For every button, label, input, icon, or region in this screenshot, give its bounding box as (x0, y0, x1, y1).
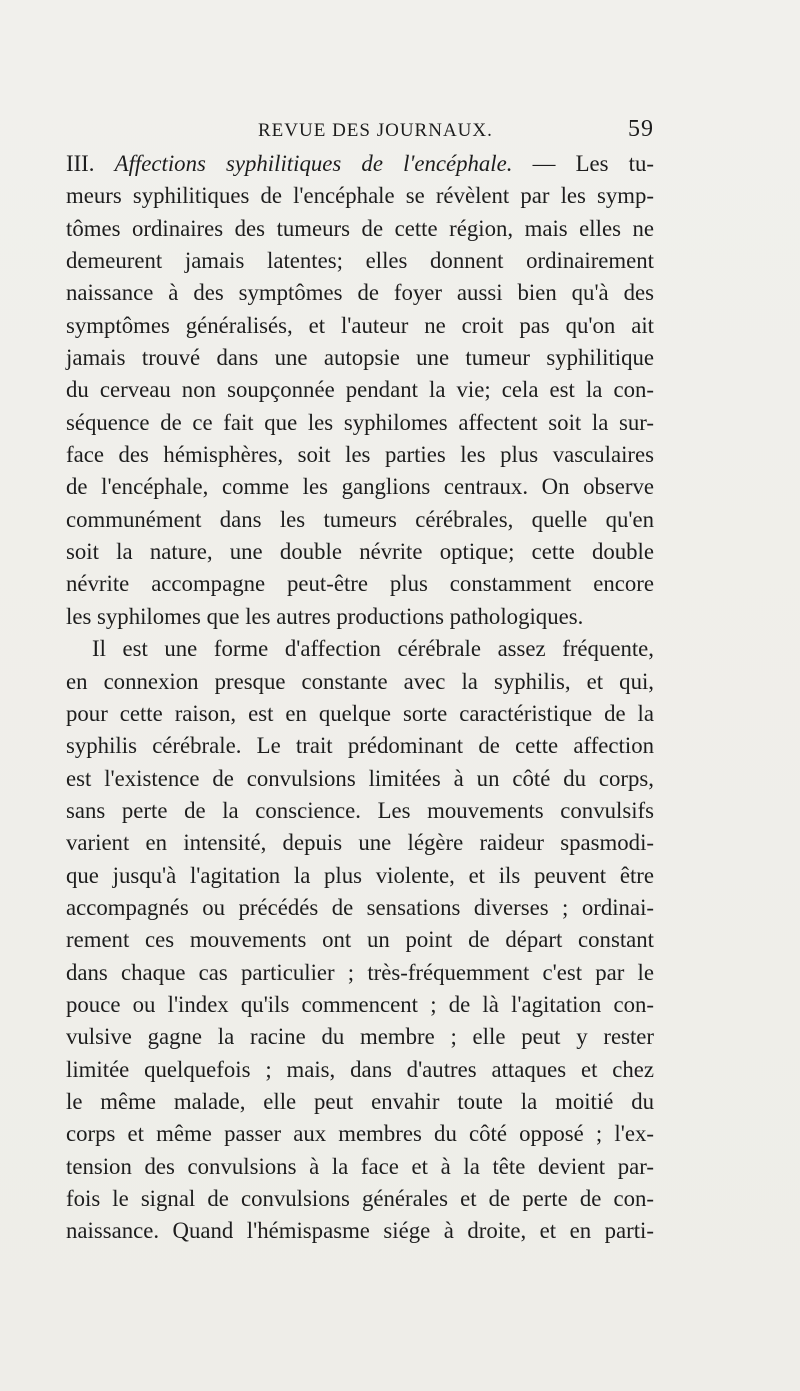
text-line: de l'encéphale, comme les ganglions centraux. On observe (66, 474, 654, 500)
text-line: est l'existence de convulsions limitées à un côté du corps, (66, 765, 654, 791)
text-line: face des hémisphères, soit les parties les plus vasculaires (66, 442, 654, 468)
text-line: du cerveau non soupçonnée pendant la vie; cela est la con- (66, 377, 654, 403)
text-line: varient en intensité, depuis une légère raideur spasmodi- (66, 830, 654, 856)
text-line: syphilis cérébrale. Le trait prédominant de cette affection (66, 733, 654, 759)
page-header (66, 116, 654, 146)
text-line: en connexion presque constante avec la syphilis, et qui, (66, 668, 654, 694)
text-line: pour cette raison, est en quelque sorte caractéristique de la (66, 700, 654, 726)
text-line: communément dans les tumeurs cérébrales, quelle qu'en (66, 506, 654, 532)
text-line: jamais trouvé dans une autopsie une tumeur syphilitique (66, 345, 654, 371)
text-line: dans chaque cas particulier ; très-fréquemment c'est par le (66, 959, 654, 985)
text-line: demeurent jamais latentes; elles donnent ordinairement (66, 248, 654, 274)
text-line: séquence de ce fait que les syphilomes affectent soit la sur- (66, 409, 654, 435)
text-line: symptômes généralisés, et l'auteur ne croit pas qu'on ait (66, 312, 654, 338)
text-line: soit la nature, une double névrite optique; cette double (66, 539, 654, 565)
text-line: sans perte de la conscience. Les mouvements convulsifs (66, 797, 654, 823)
section-dash: — (532, 151, 556, 176)
text-line: les syphilomes que les autres productions pathologiques. (66, 603, 584, 629)
text-line: le même malade, elle peut envahir toute la moitié du (66, 1088, 654, 1114)
text-line: fois le signal de convulsions générales et de perte de con- (66, 1186, 654, 1211)
text-line: que jusqu'à l'agitation la plus violente, et ils peuvent être (66, 862, 654, 888)
article-text (66, 148, 654, 1248)
text-line: rement ces mouvements ont un point de départ constant (66, 927, 654, 953)
text-line-content: Les tu- (555, 151, 655, 176)
text-line: névrite accompagne peut-être plus constamment encore (66, 571, 654, 597)
text-line: accompagnés ou précédés de sensations diverses ; ordinai- (66, 894, 654, 920)
text-line (66, 148, 654, 180)
text-line: Il est une forme d'affection cérébrale assez fréquente, (92, 636, 654, 662)
text-line: vulsive gagne la racine du membre ; elle peut y rester (66, 1024, 654, 1050)
text-line: tômes ordinaires des tumeurs de cette région, mais elles ne (66, 215, 654, 241)
text-line: naissance à des symptômes de foyer aussi bien qu'à des (66, 280, 654, 306)
text-line: pouce ou l'index qu'ils commencent ; de là l'agitation con- (66, 991, 654, 1017)
page-number: 59 (628, 116, 654, 142)
running-title: REVUE DES JOURNAUX. (258, 120, 493, 141)
section-title: Affections syphilitiques de l'encéphale. (114, 151, 513, 176)
text-line: meurs syphilitiques de l'encéphale se révèlent par les symp- (66, 183, 654, 209)
text-line: limitée quelquefois ; mais, dans d'autres attaques et chez (66, 1056, 654, 1082)
text-line: corps et même passer aux membres du côté opposé ; l'ex- (66, 1121, 654, 1147)
section-number: III. (66, 151, 95, 176)
text-line: tension des convulsions à la face et à la tête devient par- (66, 1153, 654, 1179)
text-line: naissance. Quand l'hémispasme siége à droite, et en parti- (66, 1218, 654, 1244)
